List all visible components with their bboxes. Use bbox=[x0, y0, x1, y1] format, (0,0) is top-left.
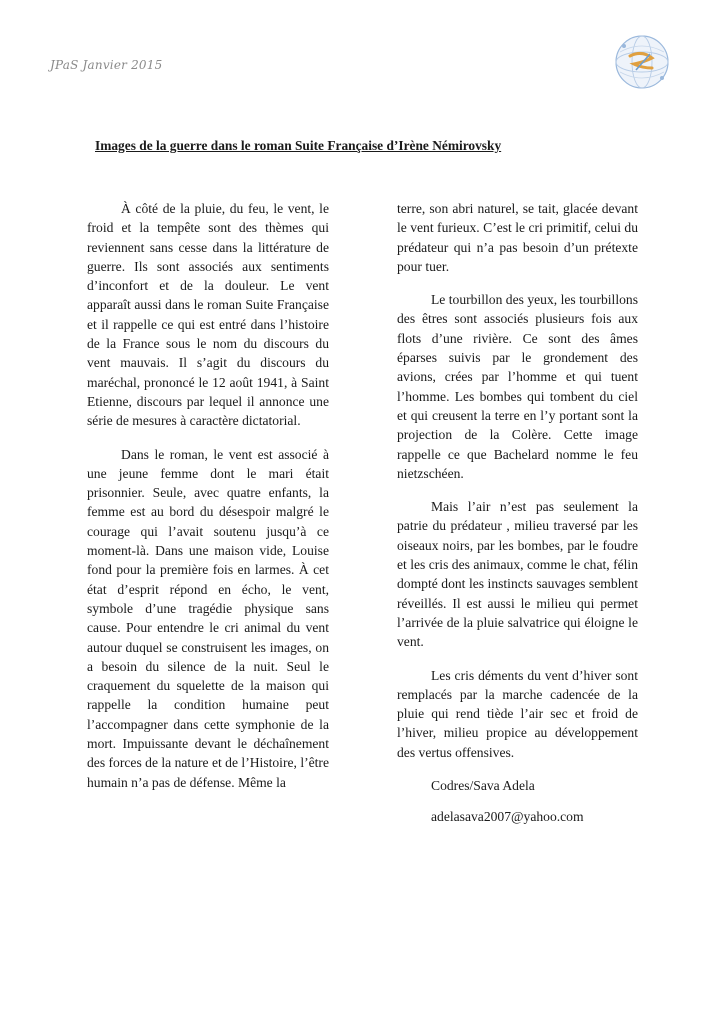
left-column bbox=[87, 199, 329, 806]
right-paragraph-1: Le tourbillon des yeux, les tourbillons des êtres sont associés plusieurs fois aux flots d’une rivière. Ce sont des âmes éparses suivis par le grondement des avions, crées par l’homme et qui tuent l’homme. Les bombes qui tombent du ciel et qui creusent la terre en l’y portant sont la projection de la Colère. Cette image rappelle ce que Bachelard nomme le feu nietzschéen. bbox=[397, 292, 638, 481]
globe-logo-icon bbox=[612, 32, 672, 92]
right-column bbox=[397, 199, 638, 839]
left-paragraph-2: Dans le roman, le vent est associé à une jeune femme dont le mari était prisonnier. Seule, avec quatre enfants, la femme est au bord du désespoir malgré le courage qui l’avait soutenu jusqu’à ce moment-là. Dans une maison vide, Louise fond pour la première fois en larmes. À cet état d’esprit répond en écho, le vent, symbole d’une tragédie physique sans cause. Pour entendre le cri animal du vent autour duquel se construisent les images, on a besoin du silence de la nuit. Seul le craquement du squelette de la maison qui rappelle la condition humaine peut l’accompagner dans cette symphonie de la mort. Impuissante devant le déchaînement des forces de la nature et de l’Histoire, l’être humain n’a pas de défense. Même la bbox=[87, 446, 329, 790]
right-paragraph-continuation: terre, son abri naturel, se tait, glacée devant le vent furieux. C’est le cri primitif, celui du prédateur qui n’a pas besoin d’un prétexte pour tuer. bbox=[397, 201, 638, 274]
left-paragraph-1: À côté de la pluie, du feu, le vent, le froid et la tempête sont des thèmes qui reviennent sans cesse dans la littérature de guerre. Ils sont associés aux sentiments d’inconfort et de la douleur. Le vent apparaît aussi dans le roman Suite Française et il rappelle ce qui est entré dans l’histoire de la France sous le nom du discours du vent mauvais. Il s’agit du discours du maréchal, prononcé le 12 août 1941, à Saint Etienne, discours par lequel il annonce une série de mesures à caractère dictatorial. bbox=[87, 201, 329, 429]
article-title: Images de la guerre dans le roman Suite Française d’Irène Némirovsky bbox=[95, 138, 502, 153]
right-paragraph-2: Mais l’air n’est pas seulement la patrie du prédateur , milieu traversé par les oiseaux noirs, par les bombes, par le foudre et les cris des animaux, comme le chat, félin dompté dont les instincts sauvages semblent réveillés. Il est aussi le milieu qui permet l’arrivée de la pluie salvatrice qui éloigne le vent. bbox=[397, 499, 638, 650]
author-email[interactable]: adelasava2007@yahoo.com bbox=[431, 809, 584, 825]
globe-logo-svg bbox=[612, 32, 672, 92]
author-name: Codres/Sava Adela bbox=[431, 778, 535, 794]
right-paragraph-3: Les cris déments du vent d’hiver sont remplacés par la marche cadencée de la pluie qui rend tiède l’air sec et froid de l’hiver, milieu propice au développement des vertus offensives. bbox=[397, 667, 638, 760]
header-date-text: JPaS Janvier 2015 bbox=[50, 58, 163, 72]
